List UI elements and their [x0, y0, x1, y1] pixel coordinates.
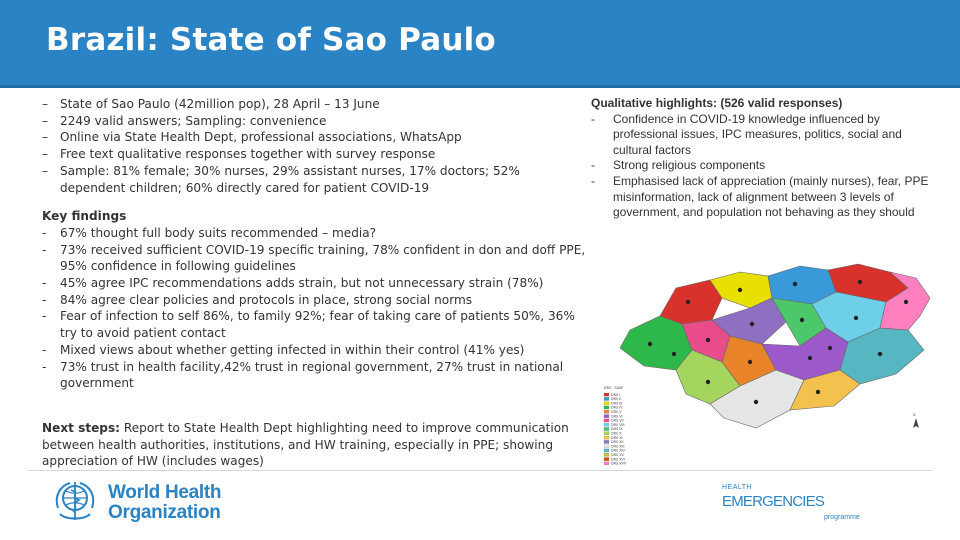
finding-item: - 73% received sufficient COVID-19 specific training, 78% confident in don and doff PPE, 95% confidence in following guidelines: [42, 242, 586, 274]
legend-label: DRS XV: [611, 453, 624, 457]
region-northwest: [660, 280, 722, 324]
legend-swatch: [604, 406, 609, 409]
legend-swatch: [604, 427, 609, 430]
legend-label: DRS VI: [611, 414, 623, 419]
legend-label: DRS V: [611, 410, 622, 414]
legend-swatch: [604, 393, 609, 396]
next-steps-text: Report to State Health Dept highlighting need to improve communication between health authorities, institutions, and HW training, especially in PPE; showing appreciation of HW (includes wages): [42, 420, 569, 469]
context-item: – Online via State Health Dept, professional associations, WhatsApp: [42, 130, 462, 145]
context-item: – State of Sao Paulo (42million pop), 28 April – 13 June: [42, 97, 380, 111]
legend-label: DRS I: [611, 392, 621, 397]
legend-swatch: [604, 402, 609, 405]
who-line1: World Health: [108, 482, 222, 503]
legend-label: DRS IV: [611, 405, 623, 410]
legend-swatch: [604, 440, 609, 443]
legend-label: DRS VII: [611, 418, 624, 423]
legend-swatch: [604, 453, 609, 456]
finding-item: - 67% thought full body suits recommended – media?: [42, 225, 377, 240]
legend-swatch: [604, 436, 609, 439]
legend-swatch: [604, 410, 609, 413]
key-findings-list: [42, 225, 587, 392]
legend-label: DRS X: [611, 431, 622, 436]
qualitative-item: - Strong religious components: [591, 158, 766, 173]
legend-swatch: [604, 445, 609, 448]
sao-paulo-map: [590, 258, 942, 470]
finding-item: - Mixed views about whether getting infected in within their control (41% yes): [42, 342, 525, 357]
legend-swatch: [604, 419, 609, 422]
finding-item: - 84% agree clear policies and protocols in place, strong social norms: [42, 292, 473, 307]
who-logo: [50, 478, 280, 526]
compass-icon: [913, 413, 919, 428]
finding-item: - Fear of infection to self 86%, to family 92%; fear of taking care of patients 50%, 36% try to avoid patient contact: [42, 309, 575, 341]
svg-text:N: N: [913, 413, 916, 417]
next-steps-label: Next steps:: [42, 420, 120, 435]
next-steps: [42, 420, 587, 470]
legend-label: DRS XII: [611, 440, 624, 445]
legend-label: DRS VIII: [611, 422, 625, 427]
region-west: [620, 316, 692, 370]
legend-label: DRS XVII: [611, 461, 626, 466]
who-line2: Organization: [108, 502, 221, 523]
key-findings-title: Key findings: [42, 209, 127, 224]
legend-label: DRS XIV: [611, 448, 625, 453]
legend-label: DRS II: [611, 397, 622, 402]
right-column: [591, 96, 941, 221]
left-column: [42, 96, 587, 470]
map-legend: [600, 382, 658, 468]
context-item: – Free text qualitative responses together with survey response: [42, 147, 436, 162]
legend-swatch: [604, 432, 609, 435]
context-item: – 2249 valid answers; Sampling: convenience: [42, 113, 327, 128]
legend-label: DRS XIII: [611, 444, 625, 449]
legend-title: DRS - SASP: [604, 386, 624, 390]
legend-swatch: [604, 458, 609, 461]
legend-label: DRS XI: [611, 435, 623, 440]
qualitative-list: [591, 112, 941, 221]
legend-swatch: [604, 423, 609, 426]
legend-swatch: [604, 449, 609, 452]
legend-label: DRS IX: [611, 427, 623, 432]
programme-label: programme: [824, 514, 860, 521]
health-label: HEALTH: [722, 484, 753, 491]
who-emblem-icon: [50, 478, 100, 526]
page-title: Brazil: State of Sao Paulo: [46, 22, 496, 58]
emergencies-label: EMERGENCIES: [722, 493, 825, 510]
context-item: – Sample: 81% female; 30% nurses, 29% assistant nurses, 17% doctors; 52% dependent children; 60% directly cared for patient COVID-19: [42, 163, 520, 195]
legend-swatch: [604, 415, 609, 418]
qualitative-title: Qualitative highlights: (526 valid responses): [591, 96, 843, 110]
finding-item: - 73% trust in health facility,42% trust in regional government, 27% trust in national government: [42, 359, 564, 391]
legend-label: DRS III: [611, 401, 623, 406]
legend-label: DRS XVI: [611, 457, 625, 462]
context-list: [42, 96, 587, 196]
emergencies-logo: [722, 484, 882, 528]
legend-swatch: [604, 462, 609, 465]
map-regions: [620, 264, 930, 428]
finding-item: - 45% agree IPC recommendations adds strain, but not unnecessary strain (78%): [42, 276, 544, 291]
footer-divider: [28, 470, 932, 471]
legend-swatch: [604, 397, 609, 400]
qualitative-item: - Emphasised lack of appreciation (mainly nurses), fear, PPE misinformation, lack of alignment between 3 levels of government, and population not behaving as they should: [591, 173, 929, 220]
title-bar: [0, 0, 960, 88]
qualitative-item: - Confidence in COVID-19 knowledge influenced by professional issues, IPC measures, politics, social and cultural factors: [591, 111, 902, 157]
